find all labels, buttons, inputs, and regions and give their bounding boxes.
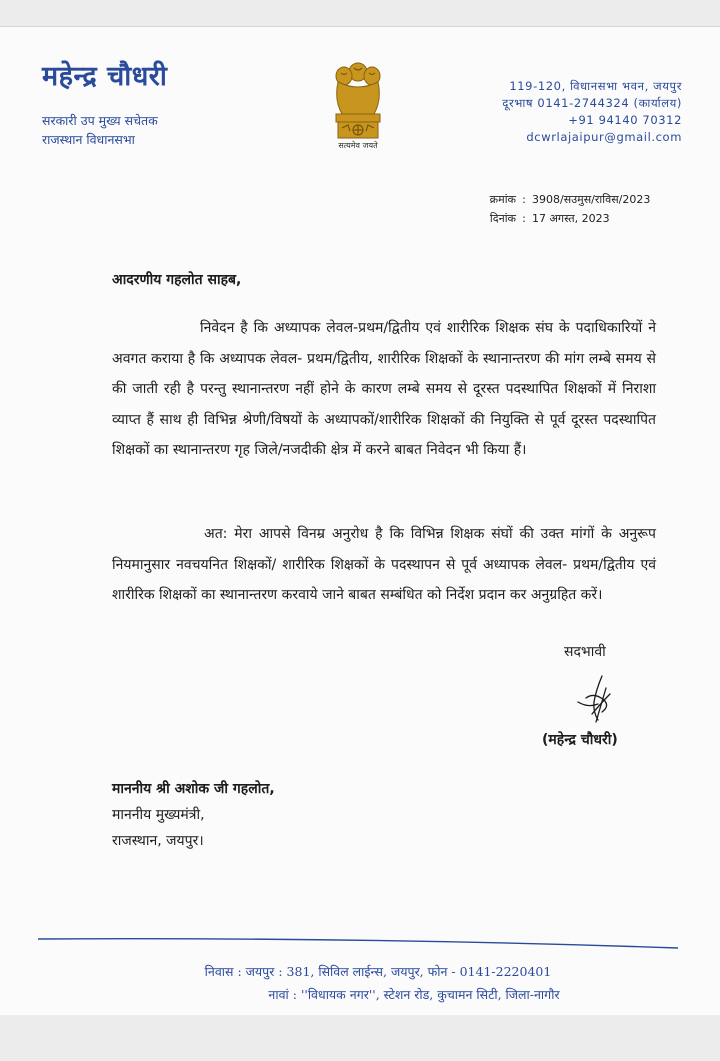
letterhead-designation xyxy=(42,111,158,149)
reference-number-label: क्रमांक xyxy=(489,193,516,206)
reference-separator: : xyxy=(522,193,526,206)
addressee-line-2: माननीय मुख्यमंत्री, xyxy=(112,807,205,823)
footer-residence: निवास : जयपुर : 381, सिविल लाईन्स, जयपुर, फोन - 0141-2220401 xyxy=(204,964,552,979)
letterhead-name: महेन्द्र चौधरी xyxy=(42,61,168,92)
designation-line-1: सरकारी उप मुख्य सचेतक xyxy=(42,113,158,128)
emblem-motto: सत्यमेव जयते xyxy=(338,141,378,150)
reference-date-row xyxy=(480,209,650,228)
letter-paragraph-2: अत: मेरा आपसे विनम्र अनुरोध है कि विभिन्न शिक्षक संघों की उक्त मांगों के अनुरूप नियमानुसार नवचयनित शिक्षकों/ शारीरिक शिक्षकों के पदस्थापन से पूर्व अध्यापक लेवल- प्रथम/द्वितीय एवं शारीरिक शिक्षकों का स्थानान्तरण करवाये जाने बाबत सम्बंधित को निर्देश प्रदान कर अनुग्रहित करें। xyxy=(112,526,656,603)
signatory-name: (महेन्द्र चौधरी) xyxy=(542,732,618,748)
addressee-line-1: माननीय श्री अशोक जी गहलोत, xyxy=(112,781,275,797)
salutation: आदरणीय गहलोत साहब, xyxy=(112,272,242,288)
reference-number-row xyxy=(480,190,650,209)
letterhead-contact xyxy=(502,78,682,146)
addressee-block xyxy=(112,776,275,854)
reference-separator: : xyxy=(522,212,526,225)
contact-mobile: +91 94140 70312 xyxy=(568,113,682,127)
reference-date-label: दिनांक xyxy=(489,212,516,225)
contact-phone: दूरभाष 0141-2744324 (कार्यालय) xyxy=(502,96,682,110)
contact-address: 119-120, विधानसभा भवन, जयपुर xyxy=(509,79,682,93)
reference-date-value: 17 अगस्त, 2023 xyxy=(532,212,610,225)
reference-block xyxy=(480,190,650,228)
designation-line-2: राजस्थान विधानसभा xyxy=(42,132,135,147)
contact-email: dcwrlajaipur@gmail.com xyxy=(526,130,682,144)
reference-number-value: 3908/सउमुस/राविस/2023 xyxy=(532,193,651,206)
footer-native: नावां : ''विधायक नगर'', स्टेशन रोड, कुचामन सिटी, जिला-नागौर xyxy=(268,987,560,1002)
ashoka-emblem-icon xyxy=(326,58,390,150)
closing: सदभावी xyxy=(564,644,606,660)
letter-paragraph-1: निवेदन है कि अध्यापक लेवल-प्रथम/द्वितीय एवं शारीरिक शिक्षक संघ के पदाधिकारियों ने अवगत कराया है कि अध्यापक लेवल- प्रथम/द्वितीय, शारीरिक शिक्षकों के स्थानान्तरण की मांग लम्बे समय से की जाती रही है परन्तु स्थानान्तरण नहीं होने के कारण लम्बे समय से दूरस्त पदस्थापित शिक्षकों में निराशा व्याप्त हैं साथ ही विभिन्न श्रेणी/विषयों के अध्यापकों/शारीरिक शिक्षकों की नियुक्ति से पूर्व दूरस्त पदस्थापित शिक्षकों का स्थानान्तरण गृह जिले/नजदीकी क्षेत्र में करने बाबत निवेदन भी किया हैं। xyxy=(112,320,656,458)
addressee-line-3: राजस्थान, जयपुर। xyxy=(112,833,204,849)
signature-icon xyxy=(572,672,624,728)
footer-divider xyxy=(38,936,678,950)
